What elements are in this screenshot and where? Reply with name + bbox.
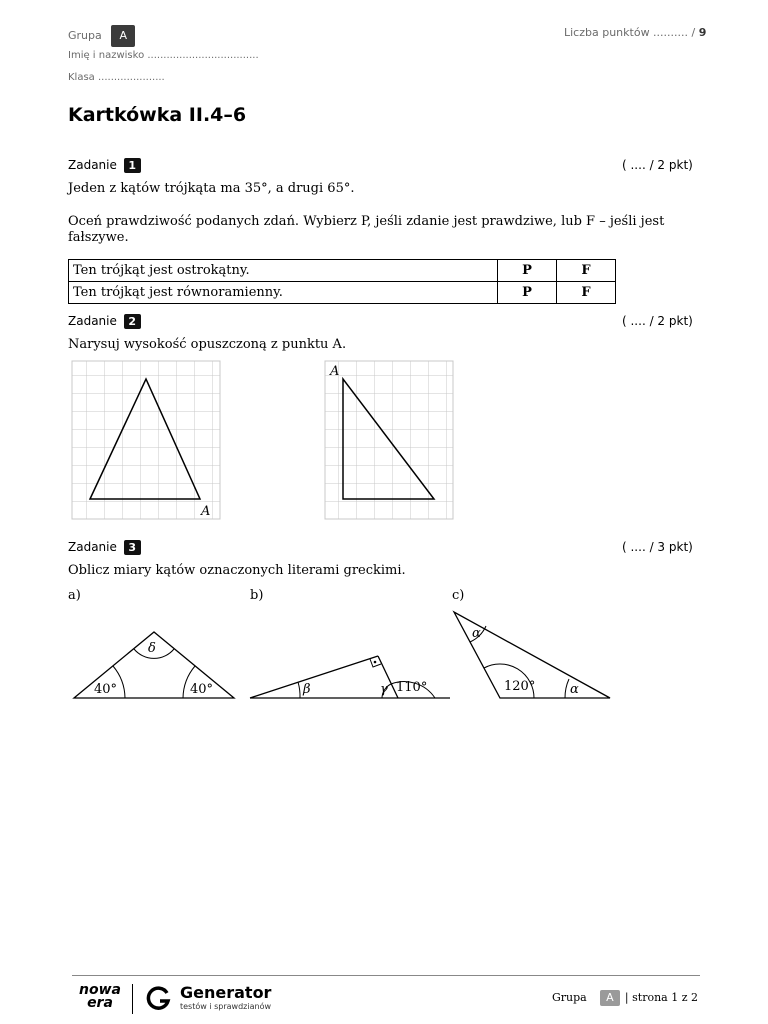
points-field: [564, 26, 706, 39]
task3-header: [68, 540, 141, 555]
task3-label: Zadanie: [68, 540, 117, 554]
angle-a-left: 40°: [94, 682, 118, 697]
task2-figures: [68, 357, 458, 523]
group-badge: A: [111, 25, 135, 47]
generator-logo-icon: [146, 986, 172, 1012]
nowa-era-logo: [78, 984, 122, 1010]
logo-separator: [132, 984, 133, 1014]
group-field: [68, 25, 135, 47]
task1-text1: Jeden z kątów trójkąta ma 35°, a drugi 65°.: [68, 181, 355, 196]
left-vertex-a: A: [201, 504, 211, 519]
task2-text: Narysuj wysokość opuszczoną z punktu A.: [68, 337, 347, 352]
name-field: Imię i nazwisko ...................................: [68, 50, 259, 61]
angle-gamma: γ: [380, 682, 388, 697]
angle-beta: β: [303, 682, 311, 697]
generator-subtitle: testów i sprawdzianów: [180, 1002, 271, 1011]
angle-delta: δ: [148, 641, 156, 656]
footer-group-badge: A: [600, 990, 620, 1006]
logo-bottom: era: [87, 995, 113, 1011]
task2-points: ( .... / 2 pkt): [622, 314, 693, 328]
footer-group-label: Grupa: [552, 991, 587, 1004]
task2-label: Zadanie: [68, 314, 117, 328]
task2-header: [68, 314, 141, 329]
task2-number: 2: [124, 314, 141, 329]
answer-p-option[interactable]: P: [498, 282, 557, 304]
task3-text: Oblicz miary kątów oznaczonych literami greckimi.: [68, 563, 406, 578]
triangle-c: [454, 612, 610, 698]
true-false-table: [68, 259, 616, 304]
task3-figures: [60, 600, 620, 710]
points-max: 9: [698, 26, 707, 39]
triangle-b: [250, 656, 450, 698]
task1-points: ( .... / 2 pkt): [622, 158, 693, 172]
answer-f-option[interactable]: F: [557, 282, 616, 304]
group-label: Grupa: [68, 29, 102, 42]
answer-f-option[interactable]: F: [557, 260, 616, 282]
statement-cell: Ten trójkąt jest ostrokątny.: [69, 260, 498, 282]
triangle-a: [74, 632, 234, 698]
generator-title: Generator: [180, 983, 272, 1002]
footer-divider: [72, 975, 700, 976]
task1-text2: Oceń prawdziwość podanych zdań. Wybierz P, jeśli zdanie jest prawdziwe, lub F – jeśli jest fałszywe.: [68, 214, 665, 245]
right-vertex-a: A: [330, 364, 340, 379]
angle-a-right: 40°: [190, 682, 214, 697]
subtask-c-label: c): [452, 588, 465, 603]
points-label: Liczba punktów .......... /: [564, 26, 696, 39]
footer-page-number: | strona 1 z 2: [624, 991, 698, 1004]
angle-c-120: 120°: [504, 679, 536, 694]
class-field: Klasa .....................: [68, 72, 165, 83]
angle-alpha-top: α: [472, 626, 481, 641]
footer-page-info: [552, 986, 698, 1006]
statement-cell: Ten trójkąt jest równoramienny.: [69, 282, 498, 304]
subtask-b-label: b): [250, 588, 264, 603]
subtask-a-label: a): [68, 588, 81, 603]
task1-number: 1: [124, 158, 141, 173]
task1-header: [68, 158, 141, 173]
table-row: [69, 260, 616, 282]
page-title: Kartkówka II.4–6: [68, 104, 247, 126]
angle-b-110: 110°: [396, 680, 428, 695]
task3-points: ( .... / 3 pkt): [622, 540, 693, 554]
logo-top: nowa: [79, 982, 121, 998]
answer-p-option[interactable]: P: [498, 260, 557, 282]
table-row: [69, 282, 616, 304]
task1-label: Zadanie: [68, 158, 117, 172]
task3-number: 3: [124, 540, 141, 555]
angle-alpha-right: α: [570, 682, 579, 697]
